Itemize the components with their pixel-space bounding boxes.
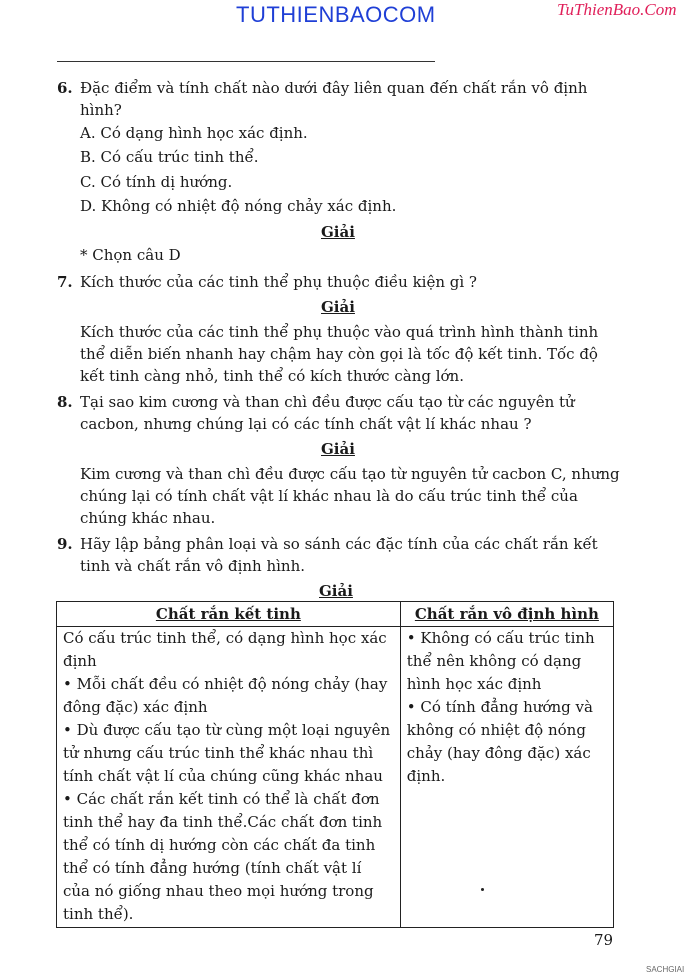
question-8-solution-heading: Giải [321, 440, 355, 458]
question-8-text-line1: Tại sao kim cương và than chì đều được cấu tạo từ các nguyên tử [80, 393, 575, 411]
table-header-crystalline: Chất rắn kết tinh [57, 602, 401, 627]
question-6-option-a: A. Có dạng hình học xác định. [80, 124, 308, 142]
question-8-answer-line3: chúng khác nhau. [80, 509, 216, 527]
amorphous-line: • Không có cấu trúc tinh [406, 629, 595, 648]
crystalline-line: thể có tính dị hướng còn các chất đa tinh [63, 836, 376, 855]
amorphous-line: không có nhiệt độ nóng [406, 721, 586, 740]
comparison-table [56, 601, 614, 928]
site-title: TUTHIENBAOCOM [236, 2, 436, 27]
question-6-text: Đặc điểm và tính chất nào dưới đây liên quan đến chất rắn vô định [80, 79, 588, 97]
amorphous-line: hình học xác định [406, 675, 542, 694]
question-8-answer-line1: Kim cương và than chì đều được cấu tạo từ nguyên tử cacbon C, nhưng [80, 465, 620, 483]
crystalline-line: tinh thể hay đa tinh thể.Các chất đơn tinh [63, 813, 383, 832]
crystalline-line: • Mỗi chất đều có nhiệt độ nóng chảy (hay [63, 675, 388, 694]
page-number: 79 [594, 931, 614, 949]
amorphous-properties [401, 627, 613, 788]
question-9-number: 9. [57, 535, 73, 553]
table-cell-amorphous [400, 627, 613, 928]
question-6-option-c: C. Có tính dị hướng. [80, 173, 233, 191]
amorphous-line: thể nên không có dạng [406, 652, 582, 671]
brand-mark: SACHGIAI [646, 965, 685, 974]
crystalline-line: định [63, 652, 97, 671]
question-6-number: 6. [57, 79, 73, 97]
crystalline-line: • Dù được cấu tạo từ cùng một loại nguyên [63, 721, 391, 740]
table-cell-crystalline [57, 627, 401, 928]
question-7-answer-line1: Kích thước của các tinh thể phụ thuộc vào quá trình hình thành tinh [80, 323, 599, 341]
question-8-number: 8. [57, 393, 73, 411]
question-9-solution-heading: Giải [319, 582, 353, 600]
stray-dot [481, 888, 484, 891]
crystalline-line: thể có tính đẳng hướng (tính chất vật lí [63, 859, 362, 878]
crystalline-line: tử nhưng cấu trúc tinh thể khác nhau thì [63, 744, 374, 763]
question-7-answer-line3: kết tinh càng nhỏ, tinh thể có kích thước càng lớn. [80, 367, 464, 385]
amorphous-line: • Có tính đẳng hướng và [406, 698, 593, 717]
crystalline-line: tính chất vật lí của chúng cũng khác nhau [63, 767, 383, 786]
question-8-text-line2: cacbon, nhưng chúng lại có các tính chất vật lí khác nhau ? [80, 415, 532, 433]
question-7-solution-heading: Giải [321, 298, 355, 316]
question-6-text-line2: hình? [80, 101, 122, 119]
question-6-solution-heading: Giải [321, 223, 355, 241]
crystalline-line: của nó giống nhau theo mọi hướng trong [63, 882, 374, 901]
table-header-amorphous: Chất rắn vô định hình [400, 602, 613, 627]
crystalline-line: tinh thể). [63, 905, 134, 924]
question-8-answer-line2: chúng lại có tính chất vật lí khác nhau là do cấu trúc tinh thể của [80, 487, 578, 505]
crystalline-line: • Các chất rắn kết tinh có thể là chất đơn [63, 790, 380, 809]
crystalline-line: Có cấu trúc tinh thể, có dạng hình học xác [63, 629, 387, 648]
crystalline-line: đông đặc) xác định [63, 698, 208, 717]
question-7-answer-line2: thể diễn biến nhanh hay chậm hay còn gọi là tốc độ kết tinh. Tốc độ [80, 345, 598, 363]
question-9-text-line1: Hãy lập bảng phân loại và so sánh các đặc tính của các chất rắn kết [80, 535, 598, 553]
amorphous-line: chảy (hay đông đặc) xác [406, 744, 591, 763]
question-6-text-line1 [80, 79, 618, 97]
question-6-answer: * Chọn câu D [80, 246, 181, 264]
amorphous-line: định. [406, 767, 446, 786]
site-logo: TuThienBao.Com [557, 0, 677, 19]
question-6-option-d: D. Không có nhiệt độ nóng chảy xác định. [80, 197, 397, 215]
question-7-number: 7. [57, 273, 73, 291]
question-6-option-b: B. Có cấu trúc tinh thể. [80, 148, 259, 166]
question-7-text: Kích thước của các tinh thể phụ thuộc điều kiện gì ? [80, 273, 477, 291]
question-9-text-line2: tinh và chất rắn vô định hình. [80, 557, 305, 575]
crystalline-properties [57, 627, 400, 926]
header-divider [57, 61, 435, 62]
